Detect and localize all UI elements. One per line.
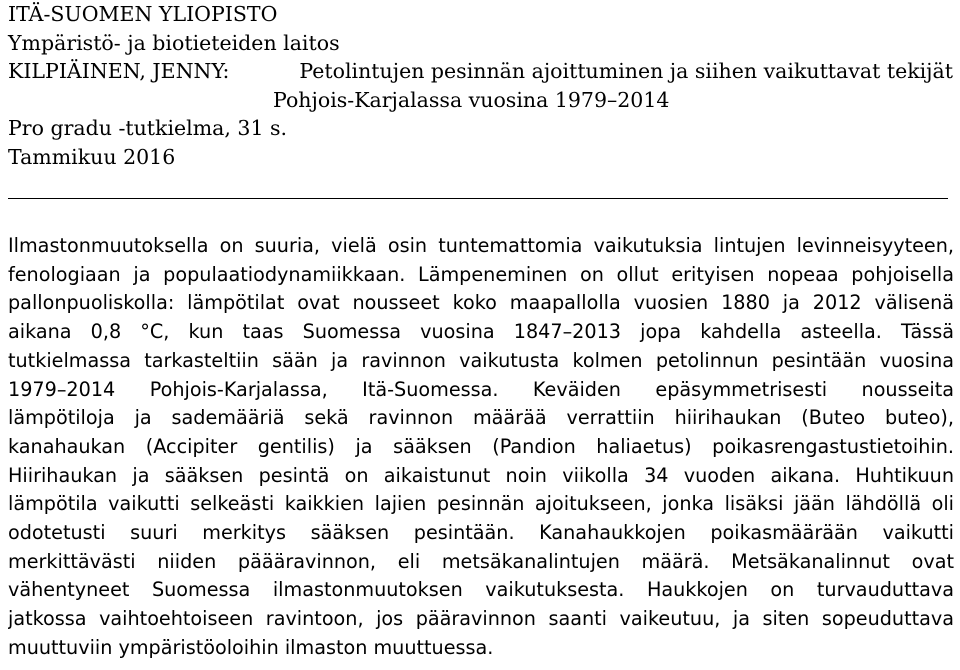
abstract-line: pallonpuoliskolla: lämpötilat ovat nousseet koko maapallolla vuosien 1880 ja 2012 välisenä xyxy=(8,291,954,315)
abstract-line: fenologiaan ja populaatiodynamiikkaan. Lämpeneminen on ollut erityisen nopeaa pohjoisella xyxy=(8,262,954,286)
abstract-line: merkittävästi niiden päääravinnon, eli metsäkanalintujen määrä. Metsäkanalinnut ovat xyxy=(8,549,954,573)
thesis-title-part2: Pohjois-Karjalassa vuosina 1979–2014 xyxy=(273,87,670,112)
abstract-line: lämpötila vaikutti selkeästi kaikkien lajien pesinnän ajoitukseen, jonka lisäksi jään lähdöllä oli xyxy=(8,492,954,516)
thesis-type: Pro gradu -tutkielma, 31 s. xyxy=(8,116,288,141)
thesis-title-part1: Petolintujen pesinnän ajoittuminen ja siihen vaikuttavat tekijät xyxy=(299,59,953,84)
author-name: KILPIÄINEN, JENNY: xyxy=(8,59,230,84)
header-divider xyxy=(8,198,948,199)
abstract-line: muuttuviin ympäristöoloihin ilmaston muuttuessa. xyxy=(8,635,494,659)
university-name: ITÄ-SUOMEN YLIOPISTO xyxy=(8,2,278,26)
abstract-line: aikana 0,8 °C, kun taas Suomessa vuosina 1847–2013 jopa kahdella asteella. Tässä xyxy=(8,320,954,344)
author-title-line xyxy=(8,57,953,86)
abstract-line: odotetusti suuri merkitys sääksen pesintään. Kanahaukkojen poikasmäärään vaikutti xyxy=(8,521,954,545)
abstract-line: 1979–2014 Pohjois-Karjalassa, Itä-Suomessa. Keväiden epäsymmetrisesti nousseita xyxy=(8,377,954,401)
abstract-line: tutkielmassa tarkasteltiin sään ja ravinnon vaikutusta kolmen petolinnun pesintään vuosina xyxy=(8,348,954,372)
abstract-line: Ilmastonmuutoksella on suuria, vielä osin tuntemattomia vaikutuksia lintujen levinneisyyteen, xyxy=(8,234,954,257)
abstract-line: jatkossa vaihtoehtoiseen ravintoon, jos pääravinnon saanti vaikeutuu, ja siten sopeuduttava xyxy=(8,607,954,631)
abstract-line: vähentyneet Suomessa ilmastonmuutoksen vaikutuksesta. Haukkojen on turvauduttava xyxy=(8,578,954,602)
abstract-line: kanahaukan (Accipiter gentilis) ja sääksen (Pandion haliaetus) poikasrengastustietoihin. xyxy=(8,434,954,458)
thesis-header xyxy=(8,0,953,172)
abstract-line: lämpötiloja ja sademääriä sekä ravinnon määrää verrattiin hiirihaukan (Buteo buteo), xyxy=(8,406,954,430)
thesis-date: Tammikuu 2016 xyxy=(8,144,176,169)
department-name: Ympäristö- ja biotieteiden laitos xyxy=(8,30,340,55)
abstract-line: Hiirihaukan ja sääksen pesintä on aikaistunut noin viikolla 34 vuoden aikana. Huhtikuun xyxy=(8,463,954,487)
abstract-text xyxy=(8,232,954,663)
